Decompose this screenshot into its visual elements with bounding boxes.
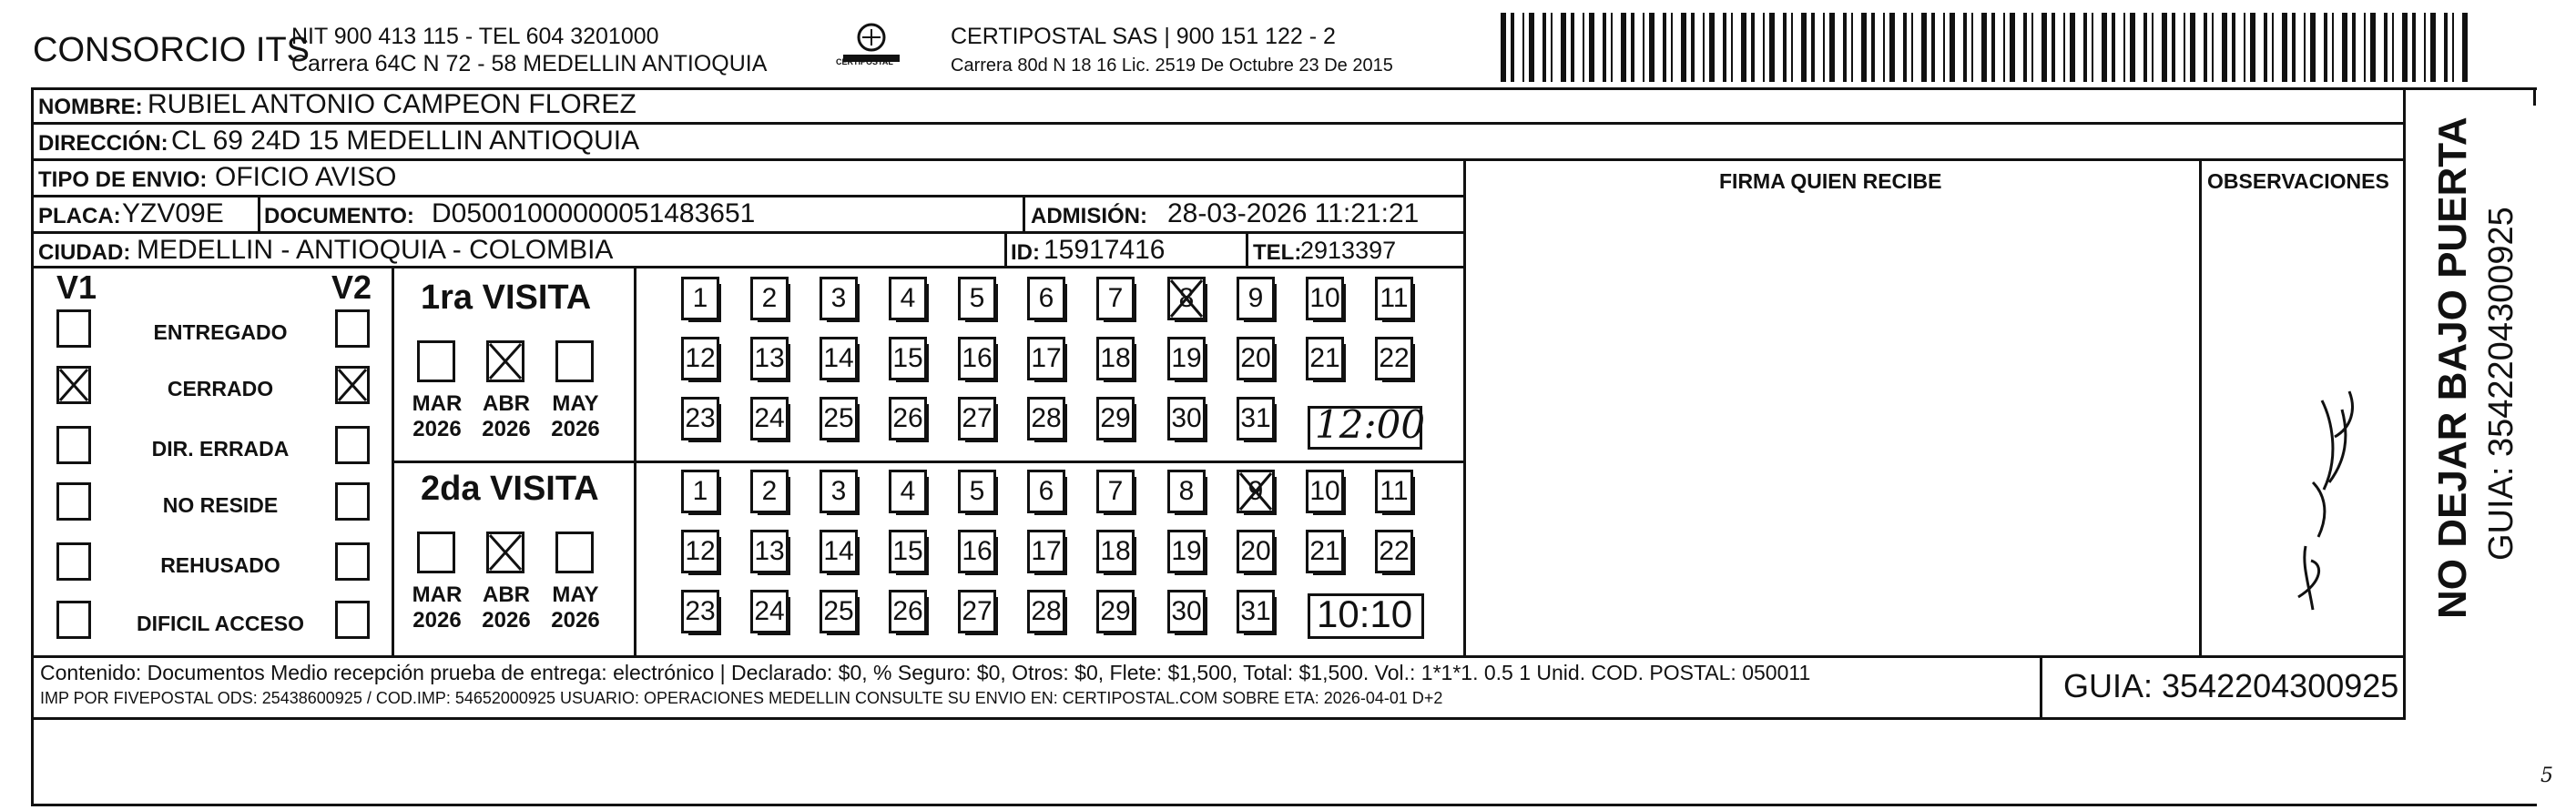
day-checkbox[interactable]: 25	[820, 397, 858, 440]
day-checkbox[interactable]: 21	[1306, 530, 1344, 573]
v2-header: V2	[331, 268, 372, 306]
day-checkbox[interactable]: 28	[1027, 590, 1065, 633]
day-checkbox[interactable]: 30	[1167, 397, 1206, 440]
tel-value: 2913397	[1300, 237, 1397, 264]
handwritten-signature	[2258, 382, 2367, 619]
tipo-envio-value: OFICIO AVISO	[215, 162, 397, 192]
status-label: DIFICIL ACCESO	[136, 612, 304, 635]
day-checkbox[interactable]: 2	[750, 277, 789, 320]
imp-line: IMP POR FIVEPOSTAL ODS: 25438600925 / COD.IMP: 54652000925 USUARIO: OPERACIONES MEDELLIN CONSULTE SU ENVIO EN: CERTIPOSTAL.COM SOBRE ETA: 2026-04-01 D+2	[40, 689, 1443, 707]
month-label: MAR 2026	[412, 391, 463, 441]
documento-label: DOCUMENTO:	[264, 204, 414, 228]
day-checkbox[interactable]: 11	[1375, 277, 1413, 320]
visit2-time: 10:10	[1317, 592, 1413, 635]
day-checkbox[interactable]: 14	[820, 337, 858, 380]
certipostal-sub: Carrera 80d N 18 16 Lic. 2519 De Octubre 23 De 2015	[951, 56, 1393, 76]
day-checkbox[interactable]: 18	[1096, 530, 1135, 573]
day-checkbox[interactable]: 10	[1306, 470, 1344, 513]
barcode	[1501, 13, 2475, 82]
month-label: MAY 2026	[551, 582, 600, 633]
day-checkbox[interactable]: 16	[958, 337, 996, 380]
day-checkbox[interactable]: 13	[750, 530, 789, 573]
month-checkbox[interactable]	[555, 532, 594, 573]
day-checkbox[interactable]: 12	[681, 530, 719, 573]
day-checkbox[interactable]: 3	[820, 277, 858, 320]
certipostal-line: CERTIPOSTAL SAS | 900 151 122 - 2	[951, 24, 1336, 49]
day-checkbox[interactable]: 27	[958, 590, 996, 633]
month-checkbox[interactable]	[417, 532, 455, 573]
day-checkbox[interactable]: 15	[889, 530, 927, 573]
day-checkbox[interactable]: 26	[889, 590, 927, 633]
v2-checkbox[interactable]	[335, 309, 370, 348]
v2-checkbox[interactable]	[335, 542, 370, 581]
documento-value: D05001000000051483651	[432, 198, 756, 228]
nombre-label: NOMBRE:	[38, 95, 143, 119]
status-label: DIR. ERRADA	[151, 437, 290, 461]
day-checkbox[interactable]: 28	[1027, 397, 1065, 440]
day-checkbox[interactable]: 29	[1096, 397, 1135, 440]
v2-checkbox[interactable]	[335, 426, 370, 464]
day-checkbox[interactable]: 23	[681, 397, 719, 440]
company-address: Carrera 64C N 72 - 58 MEDELLIN ANTIOQUIA	[291, 51, 768, 76]
day-checkbox[interactable]: 2	[750, 470, 789, 513]
firma-header: FIRMA QUIEN RECIBE	[1719, 169, 1942, 193]
v1-checkbox[interactable]	[56, 482, 91, 521]
day-checkbox[interactable]: 30	[1167, 590, 1206, 633]
v1-checkbox[interactable]	[56, 601, 91, 639]
day-checkbox[interactable]: 24	[750, 397, 789, 440]
day-checkbox[interactable]: 7	[1096, 277, 1135, 320]
company-name: CONSORCIO ITS	[33, 31, 311, 69]
day-checkbox[interactable]: 15	[889, 337, 927, 380]
x-mark-icon	[486, 532, 524, 573]
day-checkbox[interactable]: 11	[1375, 470, 1413, 513]
admision-label: ADMISIÓN:	[1031, 204, 1147, 228]
day-checkbox[interactable]: 4	[889, 277, 927, 320]
month-checkbox[interactable]	[417, 340, 455, 382]
v1-checkbox[interactable]	[56, 426, 91, 464]
day-checkbox[interactable]: 20	[1237, 530, 1275, 573]
day-checkbox[interactable]: 17	[1027, 530, 1065, 573]
logo-caption: CERTIPOSTAL	[836, 57, 893, 66]
margin-mark: 5	[2540, 764, 2553, 787]
day-checkbox[interactable]: 6	[1027, 470, 1065, 513]
tel-label: TEL:	[1253, 240, 1302, 265]
day-checkbox[interactable]: 14	[820, 530, 858, 573]
tipo-envio-label: TIPO DE ENVIO:	[38, 167, 208, 192]
direccion-value: CL 69 24D 15 MEDELLIN ANTIOQUIA	[171, 126, 640, 156]
day-checkbox[interactable]: 31	[1237, 590, 1275, 633]
placa-value: YZV09E	[122, 198, 224, 228]
month-label: ABR 2026	[482, 582, 531, 633]
month-label: ABR 2026	[482, 391, 531, 441]
day-checkbox[interactable]: 6	[1027, 277, 1065, 320]
day-checkbox[interactable]: 17	[1027, 337, 1065, 380]
day-checkbox[interactable]: 13	[750, 337, 789, 380]
v2-checkbox[interactable]	[335, 601, 370, 639]
placa-label: PLACA:	[38, 204, 121, 228]
day-checkbox[interactable]: 25	[820, 590, 858, 633]
status-label: NO RESIDE	[162, 493, 279, 517]
day-checkbox[interactable]: 27	[958, 397, 996, 440]
day-checkbox[interactable]: 1	[681, 277, 719, 320]
v1-header: V1	[56, 268, 97, 306]
day-checkbox[interactable]: 8	[1167, 277, 1206, 320]
contenido-line: Contenido: Documentos Medio recepción prueba de entrega: electrónico | Declarado: $0, % Seguro: $0, Otros: $0, Flete: $1,500, Total: $1,500. Vol.: 1*1*1. 0.5 1 Unid. COD. POSTAL: 050011	[40, 661, 1811, 684]
id-value: 15917416	[1044, 235, 1166, 265]
no-dejar-bajo-puerta: NO DEJAR BAJO PUERTA	[2430, 116, 2475, 619]
status-label: ENTREGADO	[153, 320, 288, 344]
day-checkbox[interactable]: 24	[750, 590, 789, 633]
admision-value: 28-03-2026 11:21:21	[1167, 198, 1420, 228]
visit1-time: 12:00	[1315, 402, 1426, 447]
status-label: CERRADO	[167, 377, 274, 400]
day-checkbox[interactable]: 18	[1096, 337, 1135, 380]
x-mark-icon	[335, 366, 370, 404]
guia-footer: GUIA: 3542204300925	[2063, 667, 2399, 704]
day-checkbox[interactable]: 31	[1237, 397, 1275, 440]
status-label: REHUSADO	[160, 553, 280, 577]
day-checkbox[interactable]: 22	[1375, 337, 1413, 380]
visit1-title: 1ra VISITA	[421, 278, 592, 317]
nit-line: NIT 900 413 115 - TEL 604 3201000	[291, 24, 659, 49]
day-checkbox[interactable]: 9	[1237, 470, 1275, 513]
day-checkbox[interactable]: 12	[681, 337, 719, 380]
day-checkbox[interactable]: 8	[1167, 470, 1206, 513]
day-checkbox[interactable]: 1	[681, 470, 719, 513]
day-checkbox[interactable]: 19	[1167, 337, 1206, 380]
v1-checkbox[interactable]	[56, 309, 91, 348]
side-guia: GUIA: 3542204300925	[2482, 207, 2520, 561]
v1-checkbox[interactable]	[56, 542, 91, 581]
day-checkbox[interactable]: 22	[1375, 530, 1413, 573]
day-checkbox[interactable]: 5	[958, 277, 996, 320]
ciudad-label: CIUDAD:	[38, 240, 131, 265]
nombre-value: RUBIEL ANTONIO CAMPEON FLOREZ	[148, 89, 636, 119]
day-checkbox[interactable]: 16	[958, 530, 996, 573]
day-checkbox[interactable]: 4	[889, 470, 927, 513]
day-checkbox[interactable]: 9	[1237, 277, 1275, 320]
x-mark-icon	[1167, 277, 1206, 320]
day-checkbox[interactable]: 3	[820, 470, 858, 513]
x-mark-icon	[56, 366, 91, 404]
x-mark-icon	[1237, 470, 1275, 513]
x-mark-icon	[486, 340, 524, 382]
id-label: ID:	[1011, 240, 1040, 265]
direccion-label: DIRECCIÓN:	[38, 131, 168, 156]
day-checkbox[interactable]: 26	[889, 397, 927, 440]
day-checkbox[interactable]: 7	[1096, 470, 1135, 513]
day-checkbox[interactable]: 19	[1167, 530, 1206, 573]
day-checkbox[interactable]: 21	[1306, 337, 1344, 380]
month-label: MAY 2026	[551, 391, 600, 441]
month-checkbox[interactable]	[555, 340, 594, 382]
day-checkbox[interactable]: 20	[1237, 337, 1275, 380]
visit2-title: 2da VISITA	[421, 470, 599, 508]
month-label: MAR 2026	[412, 582, 463, 633]
v2-checkbox[interactable]	[335, 482, 370, 521]
ciudad-value: MEDELLIN - ANTIOQUIA - COLOMBIA	[137, 235, 614, 265]
observaciones-header: OBSERVACIONES	[2207, 169, 2389, 193]
day-checkbox[interactable]: 29	[1096, 590, 1135, 633]
day-checkbox[interactable]: 23	[681, 590, 719, 633]
day-checkbox[interactable]: 5	[958, 470, 996, 513]
day-checkbox[interactable]: 10	[1306, 277, 1344, 320]
